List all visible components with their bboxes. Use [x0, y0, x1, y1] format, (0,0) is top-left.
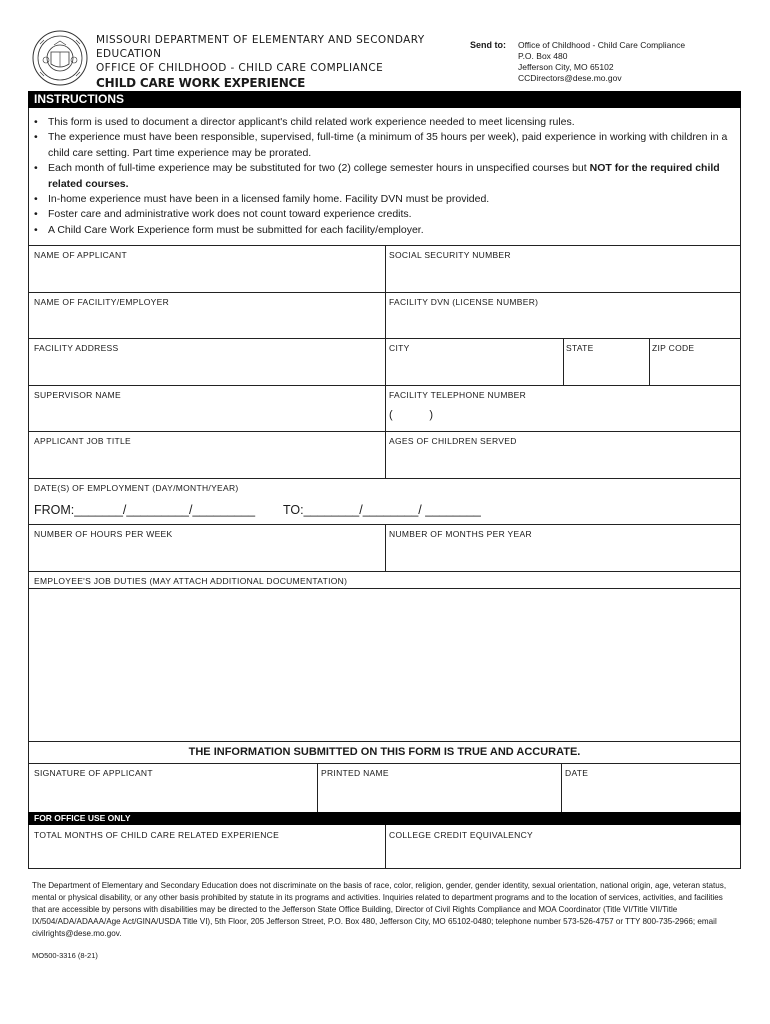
agency-name-line2: EDUCATION	[96, 48, 162, 60]
from-date-field[interactable]: FROM:_______/_________/_________	[34, 503, 256, 517]
column-divider	[385, 825, 386, 869]
job-duties-label: EMPLOYEE'S JOB DUTIES (MAY ATTACH ADDITIONAL DOCUMENTATION)	[34, 576, 348, 586]
column-divider	[385, 524, 386, 571]
column-divider	[561, 763, 562, 812]
send-to-address	[518, 40, 685, 84]
instruction-item: • Foster care and administrative work does not count toward experience credits.	[34, 207, 734, 222]
form-title: CHILD CARE WORK EXPERIENCE	[96, 76, 306, 90]
instruction-item: • A Child Care Work Experience form must be submitted for each facility/employer.	[34, 223, 734, 238]
ages-served-field[interactable]: AGES OF CHILDREN SERVED	[389, 436, 517, 446]
office-name: OFFICE OF CHILDHOOD - CHILD CARE COMPLIANCE	[96, 62, 384, 74]
facility-address-field[interactable]: FACILITY ADDRESS	[34, 343, 119, 353]
facility-dvn-field[interactable]: FACILITY DVN (LICENSE NUMBER)	[389, 297, 539, 307]
nondiscrimination-notice: The Department of Elementary and Secondary Education does not discriminate on the basis of race, color, religion, gender, gender identity, sexual orientation, national origin, age, veteran status, mental or physical disability, or any other basis prohibited by statute in its programs and activities. Inquiries related to department programs and to the location of services, activities, and facilities that are accessible by persons with disabilities may be directed to the Jefferson State Office Building, Director of Civil Rights Compliance and MOA Coordinator (Title VI/Title VII/Title IX/504/ADA/ADAAA/Age Act/GINA/USDA Title VI), 5th Floor, 205 Jefferson Street, P.O. Box 480, Jefferson City, MO 65102-0480; telephone number 573-526-4757 or TTY 800-735-2966; email civilrights@dese.mo.gov.	[32, 881, 727, 938]
facility-employer-field[interactable]: NAME OF FACILITY/EMPLOYER	[34, 297, 170, 307]
column-divider	[563, 338, 564, 385]
supervisor-name-field[interactable]: SUPERVISOR NAME	[34, 390, 122, 400]
zip-code-field[interactable]: ZIP CODE	[652, 343, 695, 353]
form-number: MO500-3316 (8-21)	[32, 951, 98, 960]
employment-dates-label: DATE(S) OF EMPLOYMENT (DAY/MONTH/YEAR)	[34, 483, 239, 493]
signature-field[interactable]: SIGNATURE OF APPLICANT	[34, 768, 153, 778]
months-per-year-field[interactable]: NUMBER OF MONTHS PER YEAR	[389, 529, 532, 539]
divider	[28, 741, 741, 742]
divider	[28, 571, 741, 572]
agency-name-line1: MISSOURI DEPARTMENT OF ELEMENTARY AND SECONDARY	[96, 34, 425, 46]
send-to-line: Jefferson City, MO 65102	[518, 62, 614, 72]
state-field[interactable]: STATE	[566, 343, 594, 353]
instruction-item: • Each month of full-time experience may be substituted for two (2) college semester hours in unspecified courses but NOT for the required child related courses.	[34, 161, 734, 192]
to-date-field[interactable]: TO:________/________/ ________	[283, 503, 481, 517]
ssn-field[interactable]: SOCIAL SECURITY NUMBER	[389, 250, 511, 260]
instruction-item: • In-home experience must have been in a licensed family home. Facility DVN must be provided.	[34, 192, 734, 207]
send-to-email: CCDirectors@dese.mo.gov	[518, 73, 622, 83]
total-months-field[interactable]: TOTAL MONTHS OF CHILD CARE RELATED EXPERIENCE	[34, 830, 280, 840]
instruction-item: • This form is used to document a director applicant's child related work experience needed to meet licensing rules.	[34, 115, 734, 130]
name-of-applicant-field[interactable]: NAME OF APPLICANT	[34, 250, 127, 260]
job-duties-textarea[interactable]	[29, 589, 740, 740]
city-field[interactable]: CITY	[389, 343, 410, 353]
send-to-line: Office of Childhood - Child Care Compliance	[518, 40, 686, 50]
date-field[interactable]: DATE	[565, 768, 589, 778]
office-use-heading: FOR OFFICE USE ONLY	[28, 812, 741, 825]
column-divider	[649, 338, 650, 385]
send-to-line: P.O. Box 480	[518, 51, 568, 61]
job-title-field[interactable]: APPLICANT JOB TITLE	[34, 436, 132, 446]
phone-area-code[interactable]: ( )	[389, 409, 433, 421]
send-to-label: Send to:	[470, 40, 506, 50]
instruction-item: • The experience must have been responsible, supervised, full-time (a minimum of 35 hours per week), paid experience in working with children in a child care setting. Part time experience may be prorated.	[34, 130, 734, 161]
missouri-state-seal	[32, 30, 88, 86]
divider	[28, 763, 741, 764]
column-divider	[385, 245, 386, 478]
column-divider	[317, 763, 318, 812]
college-credit-field[interactable]: COLLEGE CREDIT EQUIVALENCY	[389, 830, 533, 840]
agency-block	[96, 33, 425, 90]
certification-statement: THE INFORMATION SUBMITTED ON THIS FORM IS TRUE AND ACCURATE.	[188, 746, 581, 758]
divider	[28, 478, 741, 479]
instructions-heading: INSTRUCTIONS	[28, 91, 741, 108]
facility-phone-field[interactable]: FACILITY TELEPHONE NUMBER	[389, 390, 527, 400]
instructions-list	[34, 115, 734, 238]
hours-per-week-field[interactable]: NUMBER OF HOURS PER WEEK	[34, 529, 173, 539]
printed-name-field[interactable]: PRINTED NAME	[321, 768, 389, 778]
